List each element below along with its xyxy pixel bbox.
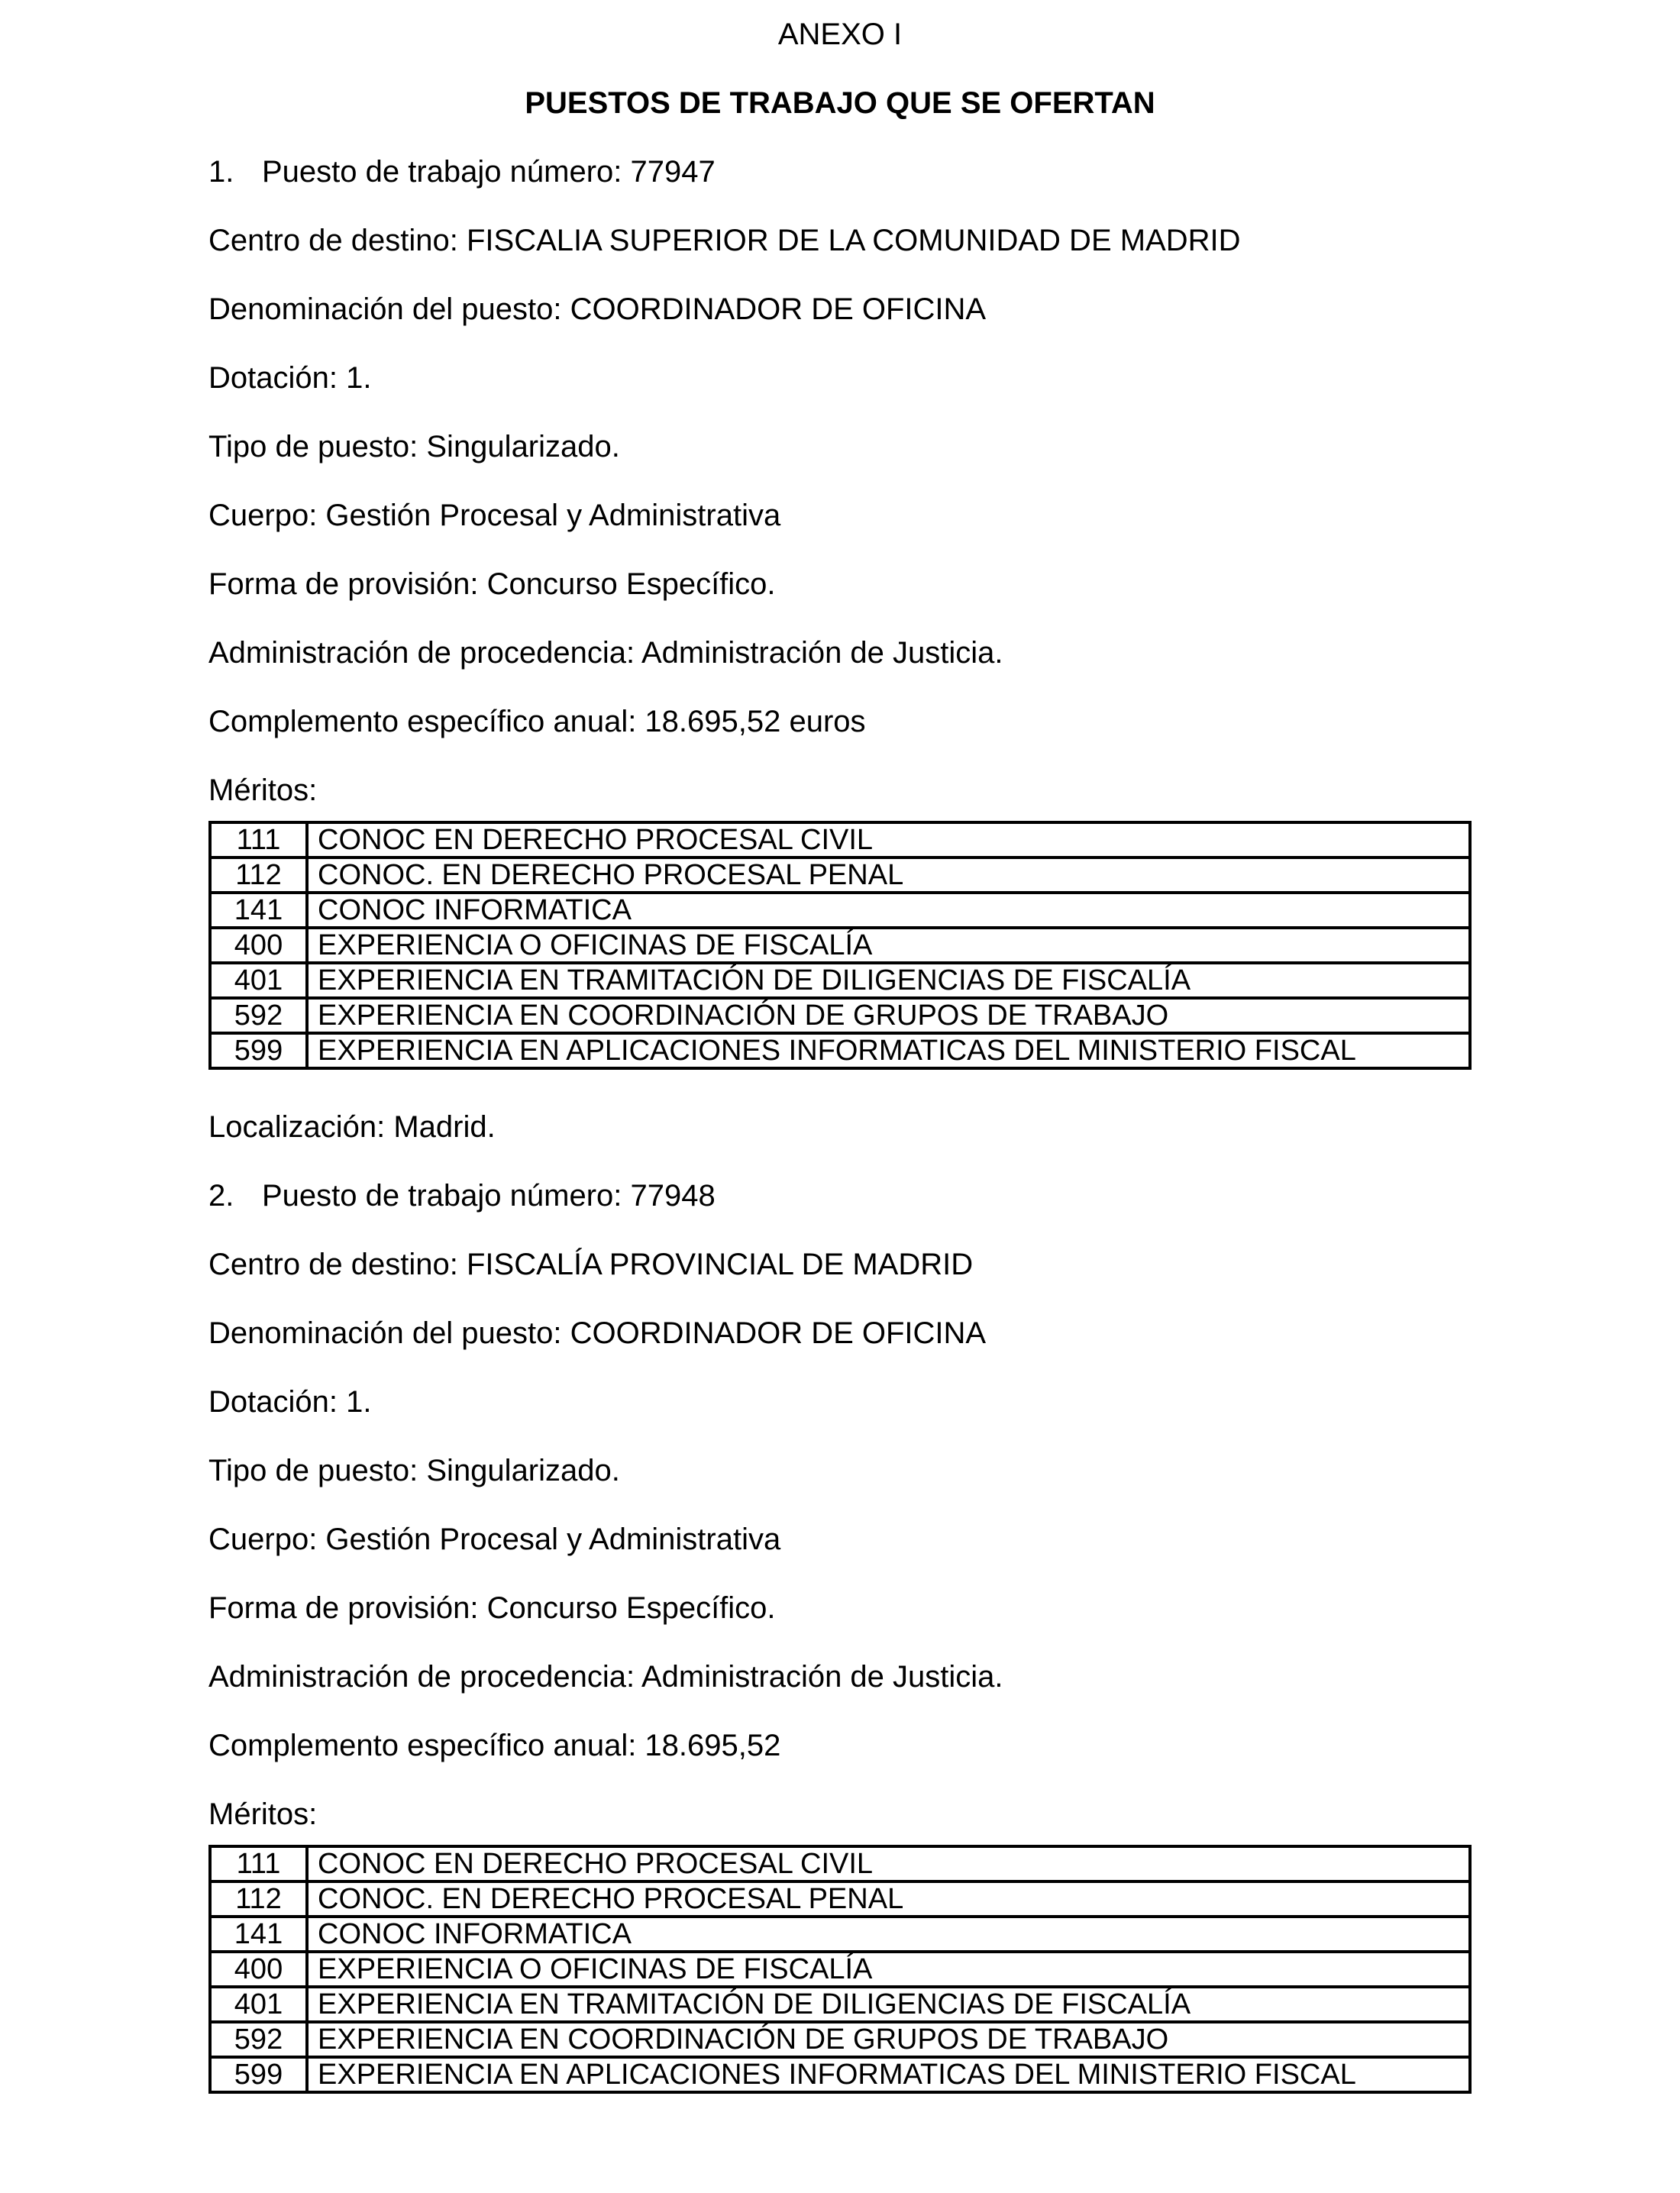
table-row xyxy=(210,1033,1470,1068)
merits-table xyxy=(208,821,1472,1070)
cuerpo-line: Cuerpo: Gestión Procesal y Administrativa xyxy=(208,1523,781,1556)
merit-code-cell: 112 xyxy=(210,1881,307,1917)
position-number-text: Puesto de trabajo número: 77947 xyxy=(262,155,716,189)
table-row xyxy=(210,893,1470,928)
merit-code-cell: 111 xyxy=(210,822,307,857)
forma-provision-line: Forma de provisión: Concurso Específico. xyxy=(208,567,776,601)
centro-destino-line: Centro de destino: FISCALIA SUPERIOR DE LA COMUNIDAD DE MADRID xyxy=(208,224,1241,257)
merit-desc-cell: CONOC. EN DERECHO PROCESAL PENAL xyxy=(307,1881,1470,1917)
table-row xyxy=(210,2057,1470,2092)
merit-code-cell: 111 xyxy=(210,1846,307,1881)
merit-code-cell: 401 xyxy=(210,1987,307,2022)
cuerpo-line: Cuerpo: Gestión Procesal y Administrativa xyxy=(208,499,781,532)
table-row xyxy=(210,1846,1470,1881)
merit-code-cell: 599 xyxy=(210,2057,307,2092)
meritos-label: Méritos: xyxy=(208,774,318,807)
merit-code-cell: 592 xyxy=(210,998,307,1033)
table-row xyxy=(210,928,1470,963)
merits-table xyxy=(208,1845,1472,2094)
table-row xyxy=(210,2022,1470,2057)
annex-title: ANEXO I xyxy=(777,18,903,51)
merit-code-cell: 599 xyxy=(210,1033,307,1068)
merit-desc-cell: EXPERIENCIA EN COORDINACIÓN DE GRUPOS DE TRABAJO xyxy=(307,998,1470,1033)
list-number: 1. xyxy=(208,155,234,189)
table-row xyxy=(210,998,1470,1033)
table-row xyxy=(210,1952,1470,1987)
dotacion-line: Dotación: 1. xyxy=(208,1385,372,1419)
denominacion-line: Denominación del puesto: COORDINADOR DE OFICINA xyxy=(208,292,987,326)
merit-desc-cell: CONOC EN DERECHO PROCESAL CIVIL xyxy=(307,822,1470,857)
document-title: PUESTOS DE TRABAJO QUE SE OFERTAN xyxy=(525,86,1155,120)
forma-provision-line: Forma de provisión: Concurso Específico. xyxy=(208,1591,776,1625)
complemento-line: Complemento específico anual: 18.695,52 euros xyxy=(208,705,866,738)
denominacion-line: Denominación del puesto: COORDINADOR DE OFICINA xyxy=(208,1316,987,1350)
table-row xyxy=(210,1881,1470,1917)
merit-desc-cell: CONOC EN DERECHO PROCESAL CIVIL xyxy=(307,1846,1470,1881)
merit-desc-cell: EXPERIENCIA EN TRAMITACIÓN DE DILIGENCIAS DE FISCALÍA xyxy=(307,963,1470,998)
merit-desc-cell: CONOC INFORMATICA xyxy=(307,893,1470,928)
complemento-line: Complemento específico anual: 18.695,52 xyxy=(208,1729,781,1762)
table-row xyxy=(210,1917,1470,1952)
merit-desc-cell: CONOC. EN DERECHO PROCESAL PENAL xyxy=(307,857,1470,893)
merit-code-cell: 400 xyxy=(210,928,307,963)
merit-code-cell: 112 xyxy=(210,857,307,893)
merit-code-cell: 400 xyxy=(210,1952,307,1987)
list-number: 2. xyxy=(208,1179,234,1213)
centro-destino-line: Centro de destino: FISCALÍA PROVINCIAL DE MADRID xyxy=(208,1248,974,1281)
position-section-1 xyxy=(208,157,1472,1142)
position-number-line xyxy=(208,157,1472,187)
administracion-line: Administración de procedencia: Administración de Justicia. xyxy=(208,1660,1003,1694)
position-section-2 xyxy=(208,1180,1472,2094)
merit-desc-cell: EXPERIENCIA EN APLICACIONES INFORMATICAS DEL MINISTERIO FISCAL xyxy=(307,2057,1470,2092)
localizacion-line: Localización: Madrid. xyxy=(208,1110,496,1144)
meritos-label: Méritos: xyxy=(208,1797,318,1831)
merit-code-cell: 141 xyxy=(210,893,307,928)
merit-desc-cell: EXPERIENCIA O OFICINAS DE FISCALÍA xyxy=(307,1952,1470,1987)
merit-code-cell: 141 xyxy=(210,1917,307,1952)
merit-desc-cell: EXPERIENCIA EN TRAMITACIÓN DE DILIGENCIAS DE FISCALÍA xyxy=(307,1987,1470,2022)
position-number-text: Puesto de trabajo número: 77948 xyxy=(262,1179,716,1213)
merit-code-cell: 592 xyxy=(210,2022,307,2057)
merit-desc-cell: EXPERIENCIA O OFICINAS DE FISCALÍA xyxy=(307,928,1470,963)
merit-desc-cell: EXPERIENCIA EN APLICACIONES INFORMATICAS DEL MINISTERIO FISCAL xyxy=(307,1033,1470,1068)
tipo-puesto-line: Tipo de puesto: Singularizado. xyxy=(208,430,620,463)
table-row xyxy=(210,963,1470,998)
merit-code-cell: 401 xyxy=(210,963,307,998)
dotacion-line: Dotación: 1. xyxy=(208,361,372,395)
merit-desc-cell: EXPERIENCIA EN COORDINACIÓN DE GRUPOS DE TRABAJO xyxy=(307,2022,1470,2057)
administracion-line: Administración de procedencia: Administración de Justicia. xyxy=(208,636,1003,670)
table-row xyxy=(210,822,1470,857)
table-row xyxy=(210,857,1470,893)
merit-desc-cell: CONOC INFORMATICA xyxy=(307,1917,1470,1952)
tipo-puesto-line: Tipo de puesto: Singularizado. xyxy=(208,1454,620,1487)
table-row xyxy=(210,1987,1470,2022)
position-number-line xyxy=(208,1180,1472,1211)
